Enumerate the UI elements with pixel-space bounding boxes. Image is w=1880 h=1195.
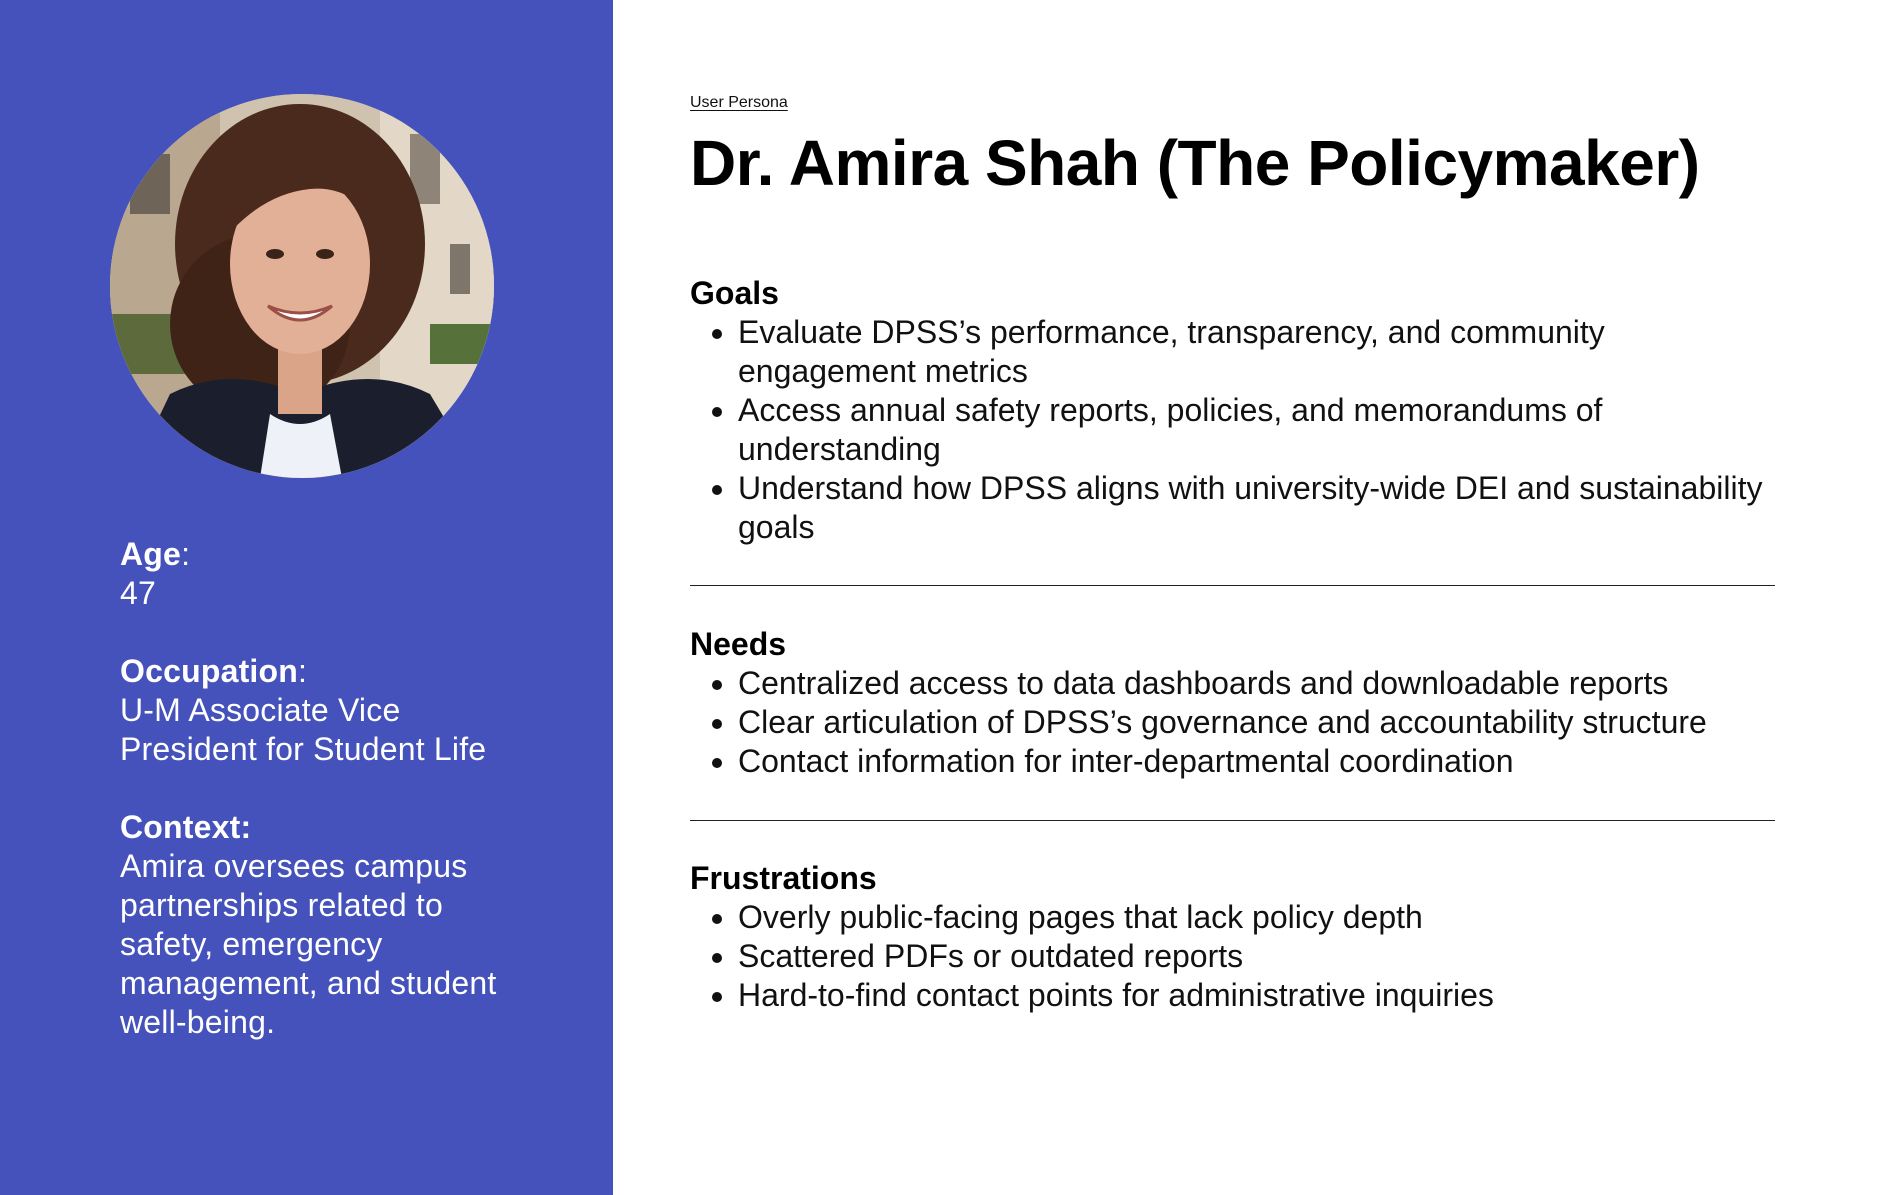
list-item: • Evaluate DPSS’s performance, transparency, and community engagement metrics — [738, 313, 1775, 391]
context-block — [120, 808, 520, 1042]
profile-details — [120, 535, 520, 1081]
goals-list — [690, 313, 1775, 547]
divider — [690, 585, 1775, 586]
goals-heading: Goals — [690, 275, 779, 311]
portrait-photo — [110, 94, 494, 478]
frustrations-list — [690, 898, 1775, 1015]
occupation-value: U-M Associate Vice President for Student Life — [120, 692, 487, 767]
frustrations-heading: Frustrations — [690, 860, 877, 896]
context-label: Context: — [120, 809, 252, 845]
eyebrow-label: User Persona — [690, 94, 788, 111]
divider — [690, 820, 1775, 821]
needs-heading: Needs — [690, 626, 787, 662]
profile-sidebar — [0, 0, 613, 1195]
list-item: • Clear articulation of DPSS’s governance and accountability structure — [738, 703, 1775, 742]
list-item: • Hard-to-find contact points for administrative inquiries — [738, 976, 1775, 1015]
list-item: • Scattered PDFs or outdated reports — [738, 937, 1775, 976]
age-value: 47 — [120, 575, 156, 611]
occupation-label: Occupation — [120, 653, 299, 689]
page-title: Dr. Amira Shah (The Policymaker) — [690, 127, 1700, 199]
frustrations-section — [690, 859, 1775, 1015]
context-value: Amira oversees campus partnerships related to safety, emergency management, and student well-being. — [120, 848, 497, 1040]
goals-section — [690, 274, 1775, 547]
needs-section — [690, 625, 1775, 781]
age-block: Age: 47 — [120, 535, 520, 613]
list-item: • Access annual safety reports, policies, and memorandums of understanding — [738, 391, 1775, 469]
occupation-block: Occupation: U-M Associate Vice President for Student Life — [120, 652, 520, 769]
needs-list — [690, 664, 1775, 781]
avatar — [110, 94, 494, 478]
list-item: • Contact information for inter-departmental coordination — [738, 742, 1775, 781]
list-item: • Understand how DPSS aligns with university-wide DEI and sustainability goals — [738, 469, 1775, 547]
age-label: Age — [120, 536, 182, 572]
list-item: • Centralized access to data dashboards and downloadable reports — [738, 664, 1775, 703]
list-item: • Overly public-facing pages that lack policy depth — [738, 898, 1775, 937]
